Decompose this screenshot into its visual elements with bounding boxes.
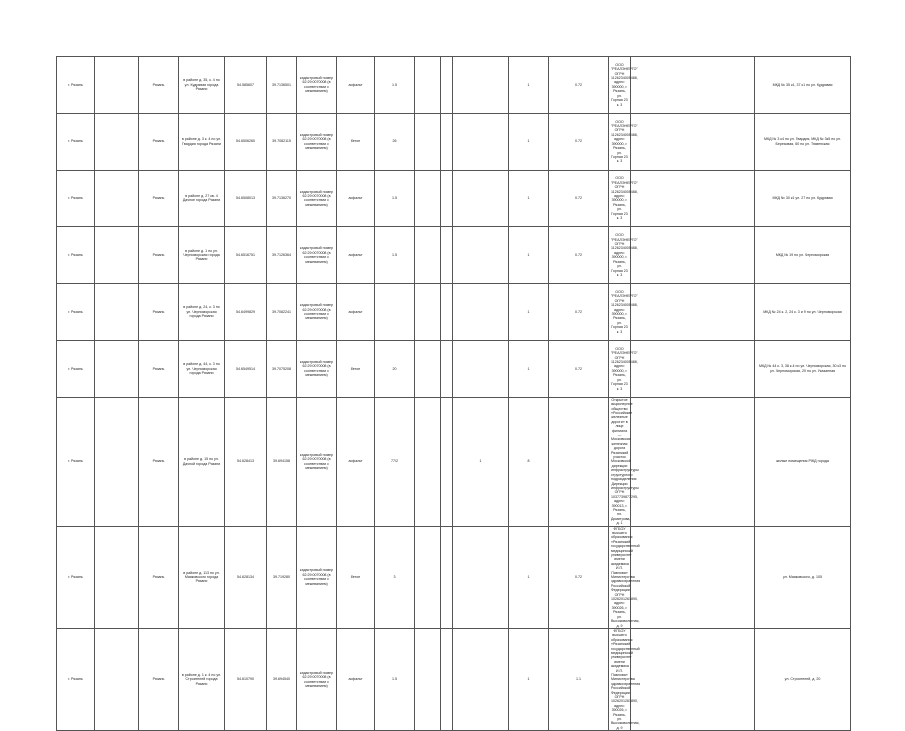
cell-owner: 0.72 xyxy=(549,170,609,227)
cell-blank-a xyxy=(95,227,139,284)
cell-cadastral: кадастровый номер 62:29:0070008 (в соответствии с межеванием) xyxy=(297,170,337,227)
cell-blank-b xyxy=(441,170,453,227)
cell-blank-c: ООО "РЕАЛЭНЕРГО" ОГРН 1126234005488, адрес: 390000, г. Рязань, ул. Горная 23 к. 3 xyxy=(609,340,631,397)
cell-address: в районе д. 1 по ул. Черноморская города Рязани xyxy=(179,227,225,284)
cell-blank-b xyxy=(441,340,453,397)
cell-longitude: 39.7126364 xyxy=(267,227,297,284)
cell-longitude: 39.719280 xyxy=(267,526,297,628)
cell-served-objects: МКД № 35 к1, 37 к1 по ул. Кудрявая xyxy=(755,57,851,114)
cell-settlement: Рязань xyxy=(139,340,179,397)
cell-settlement: Рязань xyxy=(139,170,179,227)
cell-surface: бетон xyxy=(337,526,375,628)
cell-served-objects: МКД № 30 к1 ул. 27 по ул. Кудрявая xyxy=(755,170,851,227)
cell-blank-b xyxy=(441,227,453,284)
cell-locality: г. Рязань xyxy=(57,57,95,114)
cell-count xyxy=(453,113,509,170)
cell-address: в районе д. 113 по ул. Маяковского города Рязани xyxy=(179,526,225,628)
cell-address: в районе д. 35, к. 4 по ул. Кудрявая города Рязани xyxy=(179,57,225,114)
cell-cadastral: кадастровый номер 62:29:0070008 (в соответствии с межеванием) xyxy=(297,227,337,284)
cell-latitude: 54.585607 xyxy=(225,57,267,114)
cell-settlement: Рязань xyxy=(139,57,179,114)
cell-count xyxy=(453,170,509,227)
cell-extra-a xyxy=(415,284,441,341)
table-row xyxy=(57,628,851,730)
cell-extra-a xyxy=(415,397,441,526)
cell-area: 3 xyxy=(375,526,415,628)
table-row xyxy=(57,340,851,397)
cell-cadastral: кадастровый номер 62:29:0070008 (в соответствии с межеванием) xyxy=(297,284,337,341)
cell-area xyxy=(375,284,415,341)
cell-count xyxy=(453,340,509,397)
cell-owner: 0.72 xyxy=(549,113,609,170)
cell-blank-c: Открытое акционерное общество «Российские железные дороги» в лице филиала — Московская железная дорога Рязанский участок Московской дирекции инфраструктуры структурного подразделения Дирекции инфраструктуры ОГРН 1037739877295, адрес: 390013, г. Рязань, пл. Димитрова, д. 1 xyxy=(609,397,631,526)
cell-count xyxy=(453,284,509,341)
cell-latitude: 54.6499829 xyxy=(225,284,267,341)
table-row xyxy=(57,57,851,114)
cell-address: в районе д. 3 к. 4 по ул. Гвардия города Рязани xyxy=(179,113,225,170)
table-row xyxy=(57,227,851,284)
register-sheet xyxy=(56,56,850,731)
cell-surface: асфальт xyxy=(337,397,375,526)
cell-extra-a xyxy=(415,57,441,114)
cell-volume: 1 xyxy=(509,57,549,114)
cell-settlement: Рязань xyxy=(139,397,179,526)
cell-longitude: 39.694540 xyxy=(267,628,297,730)
cell-blank-d xyxy=(631,227,755,284)
cell-volume: 1 xyxy=(509,227,549,284)
cell-blank-c: ООО "РЕАЛЭНЕРГО" ОГРН 1126234005488, адрес: 390000, г. Рязань, ул. Горная 23 к. 3 xyxy=(609,113,631,170)
cell-area: 1.5 xyxy=(375,227,415,284)
cell-blank-c: ФГБОУ высшего образования «Рязанский государственный медицинский университет имени академика И.П. Павлова» Министерства здравоохранения Российской Федерации ОГРН 1026201261890, адрес: 390026, г. Рязань, ул. Высоковольтная, д. 9 xyxy=(609,526,631,628)
cell-blank-c: ООО "РЕАЛЭНЕРГО" ОГРН 1126234005488, адрес: 390000, г. Рязань, ул. Горная 23 к. 3 xyxy=(609,227,631,284)
cell-cadastral: кадастровый номер 62:29:0070008 (в соответствии с межеванием) xyxy=(297,397,337,526)
cell-longitude: 39.7082115 xyxy=(267,113,297,170)
cell-volume: 1 xyxy=(509,170,549,227)
cell-served-objects: МКД № 24 к. 2, 24 к. 3 и 9 по ул. Черноморская xyxy=(755,284,851,341)
cell-volume: 1 xyxy=(509,113,549,170)
cell-volume: 1 xyxy=(509,628,549,730)
cell-blank-b xyxy=(441,113,453,170)
table-row xyxy=(57,397,851,526)
cell-served-objects: ул. Маяковского, д. 105 xyxy=(755,526,851,628)
cell-locality: г. Рязань xyxy=(57,227,95,284)
cell-blank-a xyxy=(95,284,139,341)
cell-served-objects: МКД № 3 к4 по ул. Гвардия, МКД № 3к5 по ул. Березовая, 60 по ул. Тюменская xyxy=(755,113,851,170)
cell-cadastral: кадастровый номер 62:29:0070008 (в соответствии с межеванием) xyxy=(297,340,337,397)
cell-owner: 0.72 xyxy=(549,57,609,114)
cell-surface: асфальт xyxy=(337,628,375,730)
table-row xyxy=(57,284,851,341)
cell-locality: г. Рязань xyxy=(57,170,95,227)
cell-blank-a xyxy=(95,397,139,526)
cell-cadastral: кадастровый номер 62:29:0070008 (в соответствии с межеванием) xyxy=(297,113,337,170)
cell-latitude: 54.6516751 xyxy=(225,227,267,284)
cell-blank-b xyxy=(441,397,453,526)
cell-surface: бетон xyxy=(337,340,375,397)
cell-extra-a xyxy=(415,113,441,170)
cell-blank-a xyxy=(95,628,139,730)
cell-locality: г. Рязань xyxy=(57,113,95,170)
cell-blank-b xyxy=(441,57,453,114)
cell-blank-c: ООО "РЕАЛЭНЕРГО" ОГРН 1126234005488, адрес: 390000, г. Рязань, ул. Горная 23 к. 3 xyxy=(609,57,631,114)
cell-volume: 1 xyxy=(509,340,549,397)
cell-locality: г. Рязань xyxy=(57,397,95,526)
cell-blank-b xyxy=(441,284,453,341)
table-row xyxy=(57,170,851,227)
cell-settlement: Рязань xyxy=(139,628,179,730)
cell-blank-c: ООО "РЕАЛЭНЕРГО" ОГРН 1126234005488, адрес: 390000, г. Рязань, ул. Горная 23 к. 3 xyxy=(609,170,631,227)
table-row xyxy=(57,526,851,628)
cell-surface: асфальт xyxy=(337,57,375,114)
cell-latitude: 54.610790 xyxy=(225,628,267,730)
cell-extra-a xyxy=(415,227,441,284)
cell-settlement: Рязань xyxy=(139,227,179,284)
cell-locality: г. Рязань xyxy=(57,284,95,341)
cell-blank-d xyxy=(631,113,755,170)
register-table-body xyxy=(57,57,851,731)
cell-area: 20 xyxy=(375,340,415,397)
cell-blank-a xyxy=(95,340,139,397)
cell-blank-d xyxy=(631,628,755,730)
cell-cadastral: кадастровый номер 62:29:0070008 (в соответствии с межеванием) xyxy=(297,628,337,730)
cell-latitude: 54.6508013 xyxy=(225,170,267,227)
cell-area: 77/2 xyxy=(375,397,415,526)
cell-blank-d xyxy=(631,340,755,397)
cell-volume: 1 xyxy=(509,284,549,341)
cell-blank-c: ООО "РЕАЛЭНЕРГО" ОГРН 1126234005488, адрес: 390000, г. Рязань, ул. Горная 23 к. 3 xyxy=(609,284,631,341)
cell-extra-a xyxy=(415,170,441,227)
cell-owner: 0.72 xyxy=(549,227,609,284)
cell-blank-d xyxy=(631,170,755,227)
table-row xyxy=(57,113,851,170)
cell-blank-d xyxy=(631,526,755,628)
cell-longitude: 39.7075208 xyxy=(267,340,297,397)
cell-latitude: 54.628413 xyxy=(225,397,267,526)
cell-volume: 8 xyxy=(509,397,549,526)
cell-blank-a xyxy=(95,113,139,170)
cell-area: 1.5 xyxy=(375,628,415,730)
cell-served-objects: МКД № 19 по ул. Черноморская xyxy=(755,227,851,284)
cell-count xyxy=(453,526,509,628)
cell-blank-b xyxy=(441,526,453,628)
cell-area: 26 xyxy=(375,113,415,170)
cell-blank-c: ФГБОУ высшего образования «Рязанский государственный медицинский университет имени академика И.П. Павлова» Министерства здравоохранения Российской Федерации ОГРН 1026201261890, адрес: 390026, г. Рязань, ул. Высоковольтная, д. 9 xyxy=(609,628,631,730)
cell-cadastral: кадастровый номер 62:29:0070008 (в соответствии с межеванием) xyxy=(297,526,337,628)
cell-surface: асфальт xyxy=(337,284,375,341)
cell-locality: г. Рязань xyxy=(57,340,95,397)
cell-longitude: 39.7082241 xyxy=(267,284,297,341)
cell-served-objects: жилые помещения РЖД города xyxy=(755,397,851,526)
cell-blank-d xyxy=(631,397,755,526)
cell-blank-a xyxy=(95,170,139,227)
cell-count xyxy=(453,227,509,284)
cell-address: в районе д. 27 кв. 4 Дачное города Рязани xyxy=(179,170,225,227)
container-site-register-table xyxy=(56,56,851,731)
cell-locality: г. Рязань xyxy=(57,628,95,730)
cell-surface: бетон xyxy=(337,113,375,170)
cell-area: 1.5 xyxy=(375,57,415,114)
cell-extra-a xyxy=(415,340,441,397)
cell-surface: асфальт xyxy=(337,170,375,227)
cell-owner: 1.1 xyxy=(549,628,609,730)
cell-address: в районе д. 15 по ул. Дачной города Рязани xyxy=(179,397,225,526)
cell-blank-d xyxy=(631,57,755,114)
cell-settlement: Рязань xyxy=(139,284,179,341)
cell-area: 1.5 xyxy=(375,170,415,227)
cell-blank-a xyxy=(95,526,139,628)
cell-longitude: 39.7136270 xyxy=(267,170,297,227)
cell-cadastral: кадастровый номер 62:29:0070008 (в соответствии с межеванием) xyxy=(297,57,337,114)
cell-blank-d xyxy=(631,284,755,341)
cell-served-objects: МКД № 44 к. 3, 38 к.4 по ул. Черноморская, 30 к3 по ул. Черноморская, 20 по ул. Указанная xyxy=(755,340,851,397)
cell-address: в районе д. 24, к. 3 по ул. Черноморская города Рязани xyxy=(179,284,225,341)
cell-served-objects: ул. Строителей, д. 20 xyxy=(755,628,851,730)
cell-latitude: 54.628134 xyxy=(225,526,267,628)
cell-count xyxy=(453,628,509,730)
cell-extra-a xyxy=(415,628,441,730)
cell-surface: асфальт xyxy=(337,227,375,284)
cell-owner: 0.72 xyxy=(549,526,609,628)
cell-count: 1 xyxy=(453,397,509,526)
cell-address: в районе д. 44, к. 3 по ул. Черноморская города Рязани xyxy=(179,340,225,397)
cell-settlement: Рязань xyxy=(139,113,179,170)
cell-blank-a xyxy=(95,57,139,114)
cell-latitude: 54.6506260 xyxy=(225,113,267,170)
cell-count xyxy=(453,57,509,114)
cell-owner: 0.72 xyxy=(549,340,609,397)
cell-address: в районе д. 1 к. 4 по ул. Строителей города Рязани xyxy=(179,628,225,730)
cell-blank-b xyxy=(441,628,453,730)
cell-locality: г. Рязань xyxy=(57,526,95,628)
cell-longitude: 39.694158 xyxy=(267,397,297,526)
cell-longitude: 39.7136501 xyxy=(267,57,297,114)
cell-owner: 0.72 xyxy=(549,284,609,341)
cell-extra-a xyxy=(415,526,441,628)
cell-latitude: 54.6549514 xyxy=(225,340,267,397)
cell-owner xyxy=(549,397,609,526)
cell-settlement: Рязань xyxy=(139,526,179,628)
cell-volume: 1 xyxy=(509,526,549,628)
